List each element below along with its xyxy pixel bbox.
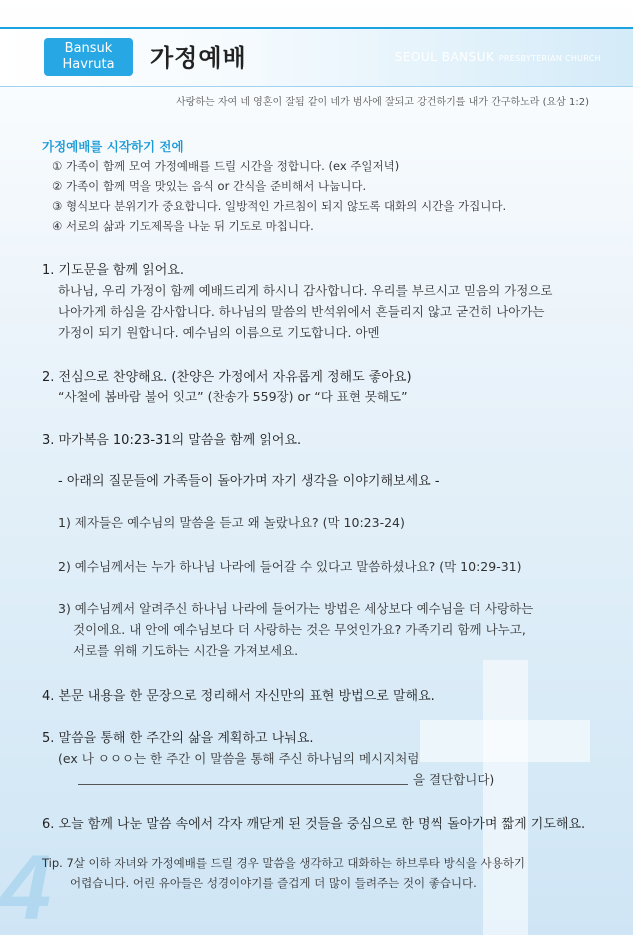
badge-line-2: Havruta (62, 57, 115, 72)
tip-line-1: Tip. 7살 이하 자녀와 가정예배를 드릴 경우 말씀을 생각하고 대화하는 하브루타 방식을 사용하기 (42, 856, 526, 870)
cross-watermark-vertical (483, 660, 528, 935)
intro-item: ③ 형식보다 분위기가 중요합니다. 일방적인 가르침이 되지 않도록 대화의 시간을 가집니다. (52, 199, 507, 213)
question-2: 2) 예수님께서는 누가 하나님 나라에 들어갈 수 있다고 말씀하셨나요? (막 10:29-31) (58, 559, 522, 574)
intro-title: 가정예배를 시작하기 전에 (42, 139, 184, 154)
prayer-line: 하나님, 우리 가정이 함께 예배드리게 하시니 감사합니다. 우리를 부르시고 믿음의 가정으로 (58, 283, 553, 298)
intro-item: ① 가족이 함께 모여 가정예배를 드릴 시간을 정합니다. (ex 주일저녁) (52, 159, 400, 173)
header-divider (0, 86, 633, 87)
question-3-line: 3) 예수님께서 알려주신 하나님 나라에 들어가는 방법은 세상보다 예수님을 더 사랑하는 (58, 601, 534, 616)
tip-line-2: 어렵습니다. 어린 유아들은 성경이야기를 즐겁게 더 많이 들려주는 것이 좋습니다. (70, 876, 477, 890)
question-1: 1) 제자들은 예수님의 말씀을 듣고 왜 놀랐나요? (막 10:23-24) (58, 515, 405, 530)
resolution-blank-line (78, 784, 408, 785)
church-name-sub: PRESBYTERIAN CHURCH (498, 54, 601, 63)
page-number: 4 (0, 837, 52, 939)
church-name-main: SEOUL BANSUK (394, 50, 495, 64)
question-instruction: - 아래의 질문들에 가족들이 돌아가며 자기 생각을 이야기해보세요 - (58, 474, 440, 489)
intro-item: ② 가족이 함께 먹을 맛있는 음식 or 간식을 준비해서 나눕니다. (52, 179, 367, 193)
question-3-line: 서로를 위해 기도하는 시간을 가져보세요. (73, 643, 299, 658)
question-3-line: 것이에요. 내 안에 예수님보다 더 사랑하는 것은 무엇인가요? 가족기리 함께 나누고, (73, 622, 526, 637)
page-title: 가정예배 (150, 44, 247, 72)
section-5-heading: 5. 말씀을 통해 한 주간의 삶을 계획하고 나눠요. (42, 731, 314, 746)
top-rule (0, 27, 633, 29)
badge-line-1: Bansuk (64, 41, 113, 56)
section-3-heading: 3. 마가복음 10:23-31의 말씀을 함께 읽어요. (42, 433, 302, 448)
hymn-line: “사철에 봄바람 불어 잇고” (찬송가 559장) or “다 표현 못해도” (58, 389, 408, 404)
resolution-example: (ex 나 ㅇㅇㅇ는 한 주간 이 말씀을 통해 주신 하나님의 메시지처럼 (58, 751, 420, 766)
bansuk-havruta-badge (44, 38, 133, 76)
section-4-heading: 4. 본문 내용을 한 문장으로 정리해서 자신만의 표현 방법으로 말해요. (42, 689, 435, 704)
header-verse: 사랑하는 자여 네 영혼이 잘됨 같이 네가 범사에 잘되고 강건하기를 내가 간구하노라 (요삼 1:2) (176, 97, 589, 108)
section-6-heading: 6. 오늘 함께 나눈 말씀 속에서 각자 깨닫게 된 것들을 중심으로 한 명씩 돌아가며 짧게 기도해요. (42, 817, 586, 832)
resolution-ending: 을 결단합니다) (413, 772, 495, 787)
prayer-line: 가정이 되기 원합니다. 예수님의 이름으로 기도합니다. 아멘 (58, 325, 380, 340)
prayer-line: 나아가게 하심을 감사합니다. 하나님의 말씀의 반석위에서 흔들리지 않고 굳건히 나아가는 (58, 304, 545, 319)
cross-watermark-horizontal (420, 720, 590, 762)
church-name (395, 50, 601, 64)
section-1-heading: 1. 기도문을 함께 읽어요. (42, 263, 184, 278)
section-2-heading: 2. 전심으로 찬양해요. (찬양은 가정에서 자유롭게 정해도 좋아요) (42, 370, 412, 385)
intro-item: ④ 서로의 삶과 기도제목을 나눈 뒤 기도로 마칩니다. (52, 219, 314, 233)
